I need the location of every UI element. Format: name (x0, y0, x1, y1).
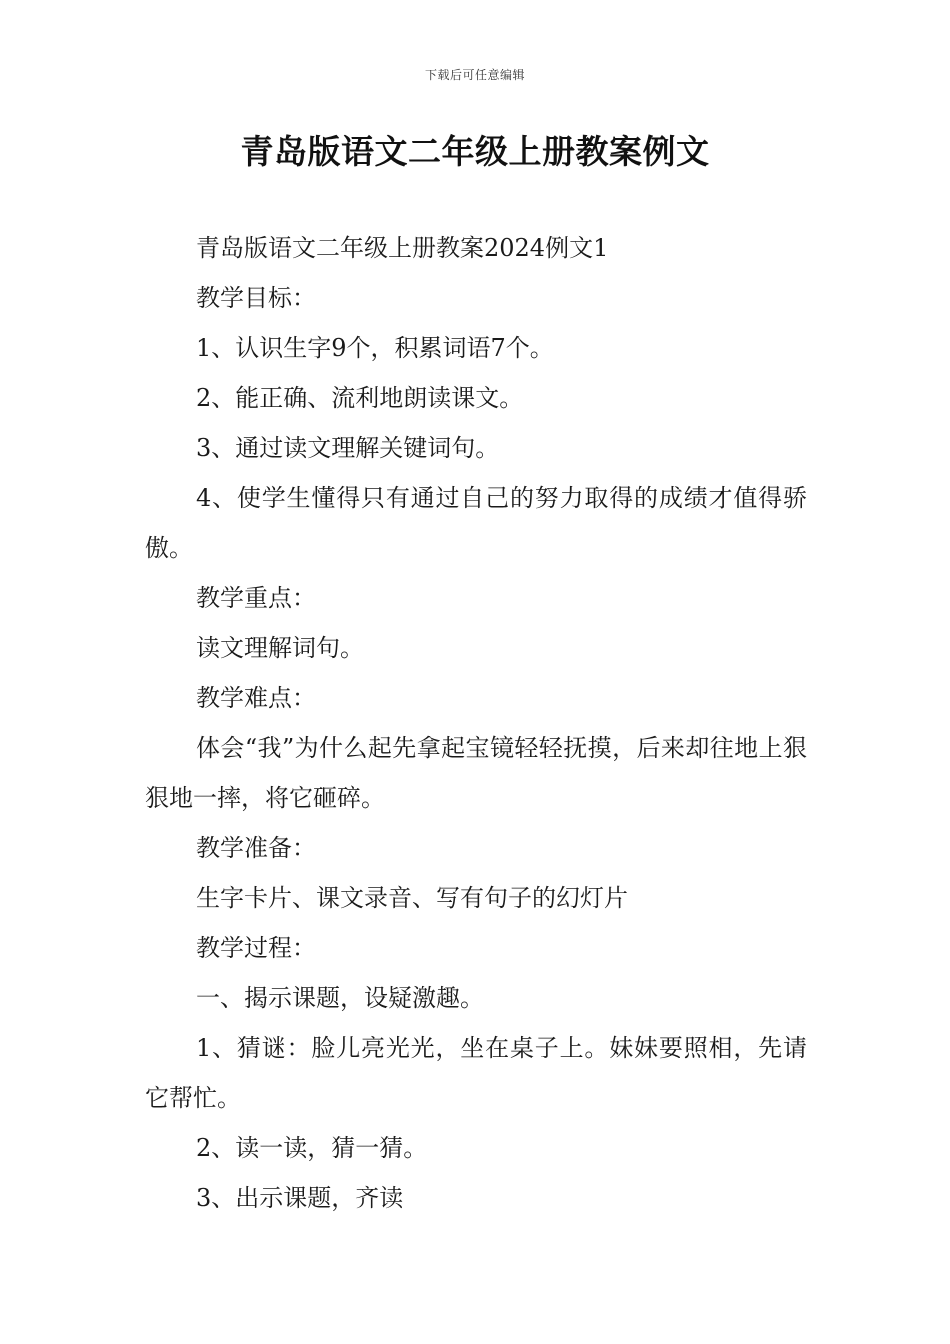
paragraph-objectives-heading: 教学目标： (196, 284, 316, 312)
document-title: 青岛版语文二年级上册教案例文 (240, 132, 710, 171)
paragraph-difficulties-heading: 教学难点： (196, 684, 316, 712)
paragraph-riddle: 1、猜谜：脸儿亮光光，坐在桌子上。妹妹要照相，先请它帮忙。 (145, 1034, 807, 1112)
paragraph-step-1: 一、揭示课题，设疑激趣。 (196, 984, 484, 1012)
paragraph-key-points-heading: 教学重点： (196, 584, 316, 612)
document-body (145, 223, 807, 1223)
paragraph-objective-3: 3、通过读文理解关键词句。 (196, 434, 500, 462)
header-note: 下载后可任意编辑 (424, 68, 525, 82)
paragraph-process-heading: 教学过程： (196, 934, 316, 962)
paragraph-preparation-heading: 教学准备： (196, 834, 316, 862)
paragraph-objective-1: 1、认识生字9个，积累词语7个。 (196, 334, 554, 362)
paragraph-subtitle: 青岛版语文二年级上册教案2024例文1 (196, 234, 609, 262)
paragraph-preparation: 生字卡片、课文录音、写有句子的幻灯片 (196, 884, 628, 912)
paragraph-objective-4: 4、使学生懂得只有通过自己的努力取得的成绩才值得骄傲。 (145, 484, 807, 562)
paragraph-read-guess: 2、读一读，猜一猜。 (196, 1134, 428, 1162)
paragraph-show-title: 3、出示课题，齐读 (196, 1184, 404, 1212)
paragraph-difficulties: 体会“我”为什么起先拿起宝镜轻轻抚摸，后来却往地上狠狠地一摔，将它砸碎。 (145, 734, 807, 812)
paragraph-objective-2: 2、能正确、流利地朗读课文。 (196, 384, 524, 412)
paragraph-key-points: 读文理解词句。 (196, 634, 364, 662)
